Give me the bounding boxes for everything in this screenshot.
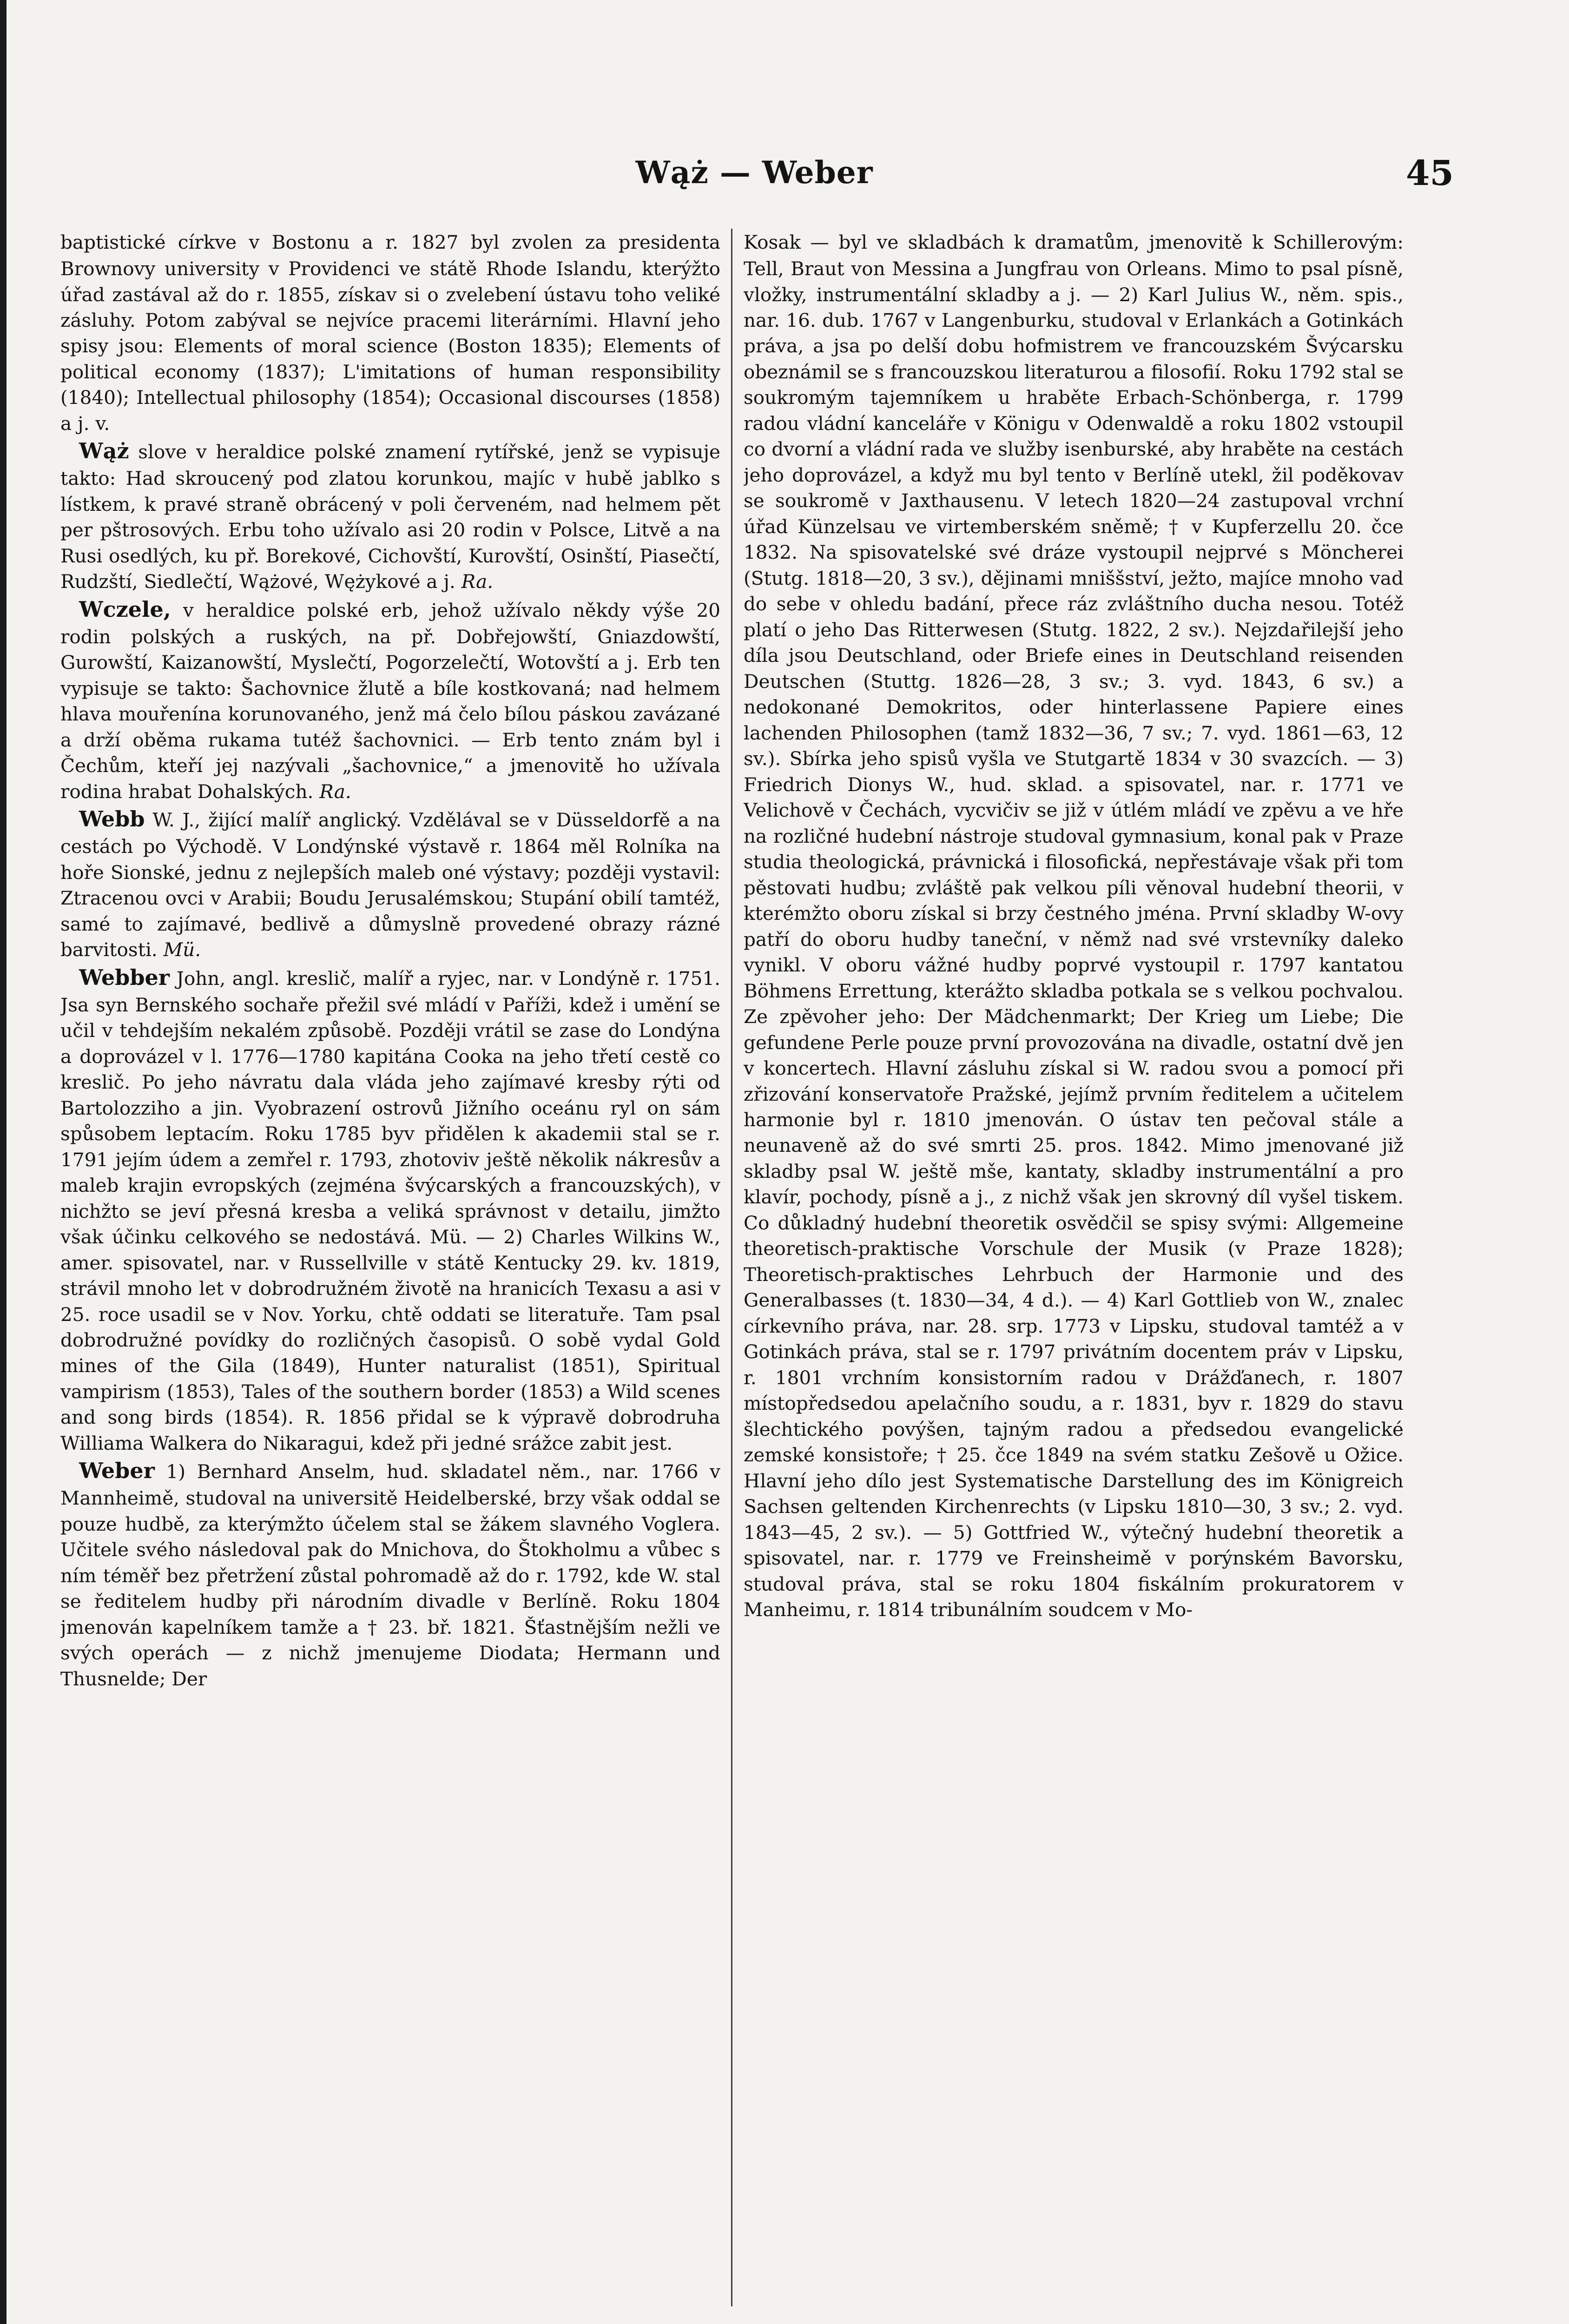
- column-divider: [731, 229, 732, 2306]
- entry-headword: Wczele,: [79, 596, 171, 622]
- entry-text: slove v heraldice polské znamení rytířské, jenž se vypisuje takto: Had skroucený pod zlatou korunkou, majíc v hubě jablko s lístkem, k pravé straně obrácený v poli červeném, nad helmem pět per pštrosových. Erbu toho užívalo asi 20 rodin v Polsce, Litvě a na Rusi osedlých, ku př. Borekové, Cichovští, Kurovští, Osinští, Piasečtí, Rudzští, Siedlečtí, Wążové, Wężykové a j.: [60, 441, 720, 593]
- entry-headword: Webb: [79, 806, 145, 832]
- entry-signature: Ra.: [461, 570, 494, 593]
- right-column: [744, 227, 1404, 2309]
- page-number: 45: [1406, 153, 1454, 193]
- entry: [60, 963, 720, 1457]
- left-column: [60, 227, 720, 2309]
- entry-text: v heraldice polské erb, jehož užívalo někdy výše 20 rodin polských a ruských, na př. Dobřejowští, Gniazdowští, Gurowští, Kaizanowští, Myslečtí, Pogorzelečtí, Wotovští a j. Erb ten vypisuje se takto: Šachovnice žlutě a bíle kostkovaná; nad helmem hlava mouřenína korunovaného, jenž má čelo bílou páskou zavázané a drží oběma rukama tutéž šachovnici. — Erb tento znám byl i Čechům, kteří jej nazývali „šachovnice,“ a jmenovitě ho užívala rodina hrabat Dohalských.: [60, 599, 720, 803]
- scan-edge: [0, 0, 7, 2324]
- entry: [60, 436, 720, 594]
- entry: [60, 595, 720, 805]
- entry: [744, 227, 1404, 1623]
- entry-signature: Ra.: [319, 780, 351, 803]
- entry: [60, 227, 720, 436]
- entry-text: Kosak — byl ve skladbách k dramatům, jmenovitě k Schillerovým: Tell, Braut von Messina a Jungfrau von Orleans. Mimo to psal písně, vložky, instrumentální skladby a j. — 2) Karl Julius W., něm. spis., nar. 16. dub. 1767 v Langenburku, studoval v Erlankách a Gotinkách práva, a jsa po delší dobu hofmistrem ve francouzském Švýcarsku obeznámil se s francouzskou literaturou a filosofií. Roku 1792 stal se soukromým tajemníkem u hraběte Erbach-Schönberga, r. 1799 radou vládní kanceláře v Königu v Odenwaldě a roku 1802 vstoupil co dvorní a vládní rada ve služby isenburské, aby hraběte na cestách jeho doprovázel, a když mu byl tento v Berlíně utekl, žil poděkovav se soukromě v Jaxthausenu. V letech 1820—24 zastupoval vrchní úřad Künzelsau ve virtemberském sněmě; † v Kupferzellu 20. čce 1832. Na spisovatelské své dráze vystoupil nejprvé s Möncherei (Stutg. 1818—20, 3 sv.), dějinami mniššství, ježto, majíce mnoho vad do sebe v ohledu badání, přece ráz zvláštního ducha nesou. Totéž platí o jeho Das Ritterwesen (Stutg. 1822, 2 sv.). Nejzdařilejší jeho díla jsou Deutschland, oder Briefe eines in Deutschland reisenden Deutschen (Stuttg. 1826—28, 3 sv.; 3. vyd. 1843, 6 sv.) a nedokonané Demokritos, oder hinterlassene Papiere eines lachenden Philosophen (tamž 1832—36, 7 sv.; 7. vyd. 1861—63, 12 sv.). Sbírka jeho spisů vyšla ve Stutgartě 1834 v 30 svazcích. — 3) Friedrich Dionys W., hud. sklad. a spisovatel, nar. r. 1771 ve Velichově v Čechách, vycvičiv se již v útlém mládí ve zpěvu a ve hře na rozličné hudební nástroje studoval gymnasium, konal pak v Praze studia theologická, právnická i filosofická, nepřestávaje však při tom pěstovati hudbu; zvláště pak velkou píli věnoval hudební theorii, v kterémžto oboru získal si brzy čestného jména. První skladby W-ovy patří do oboru hudby taneční, v němž nad své vrstevníky daleko vynikl. V oboru vážné hudby poprvé vystoupil r. 1797 kantatou Böhmens Errettung, kterážto skladba potkala se s velkou pochvalou. Ze zpěvoher jeho: Der Mädchenmarkt; Der Krieg um Liebe; Die gefundene Perle pouze první provozována na divadle, ostatní dvě jen v koncertech. Hlavní zásluhu získal si W. radou svou a pomocí při zřizování konservatoře Pražské, jejímž prvním ředitelem a učitelem harmonie byl r. 1810 jmenován. O ústav ten pečoval stále a neunaveně až do své smrti 25. pros. 1842. Mimo jmenované již skladby psal W. ještě mše, kantaty, skladby instrumentální a pro klavír, pochody, písně a j., z nichž však jen skrovný díl vyšel tiskem. Co důkladný hudební theoretik osvědčil se spisy svými: Allgemeine theoretisch-praktische Vorschule der Musik (v Praze 1828); Theoretisch-praktisches Lehrbuch der Harmonie und des Generalbasses (t. 1830—34, 4 d.). — 4) Karl Gottlieb von W., znalec církevního práva, nar. 28. srp. 1773 v Lipsku, studoval tamtéž a v Gotinkách práva, stal se r. 1797 privátním docentem práv v Lipsku, r. 1801 vrchním konsistorním radou v Drážďanech, r. 1807 místopředsedou apelačního soudu, a r. 1831, byv r. 1829 do stavu šlechtického povýšen, tajným radou a předsedou evangelické zemské konsistoře; † 25. čce 1849 na svém statku Zešově u Ožice. Hlavní jeho dílo jest Systematische Darstellung des im Königreich Sachsen geltenden Kirchenrechts (v Lipsku 1810—30, 3 sv.; 2. vyd. 1843—45, 2 sv.). — 5) Gottfried W., výtečný hudební theoretik a spisovatel, nar. r. 1779 ve Freinsheimě v porýnském Bavorsku, studoval práva, stal se roku 1804 fiskálním prokuratorem v Manheimu, r. 1814 tribunálním soudcem v Mo-: [744, 231, 1404, 1621]
- entry: [60, 1456, 720, 1692]
- entry-headword: Webber: [79, 964, 170, 990]
- entry-text: 1) Bernhard Anselm, hud. skladatel něm., nar. 1766 v Mannheimě, studoval na universitě Heidelberské, brzy však oddal se pouze hudbě, za kterýmžto účelem stal se žákem slavného Voglera. Učitele svého následoval pak do Mnichova, do Štokholmu a vůbec s ním téměř bez přetržení zůstal pohromadě až do r. 1792, kde W. stal se ředitelem hudby při národním divadle v Berlíně. Roku 1804 jmenován kapelníkem tamže a † 23. bř. 1821. Šťastnějším nežli ve svých operách — z nichž jmenujeme Diodata; Hermann und Thusnelde; Der: [60, 1460, 720, 1690]
- entry-text: baptistické církve v Bostonu a r. 1827 byl zvolen za presidenta Brownovy university v Providenci ve státě Rhode Islandu, kterýžto úřad zastával až do r. 1855, získav si o zvelebení ústavu toho veliké zásluhy. Potom zabýval se nejvíce pracemi literárními. Hlavní jeho spisy jsou: Elements of moral science (Boston 1835); Elements of political economy (1837); L'imitations of human responsibility (1840); Intellectual philosophy (1854); Occasional discourses (1858) a j. v.: [60, 231, 720, 435]
- running-head: Wąż — Weber: [635, 154, 873, 191]
- entry-headword: Weber: [79, 1458, 155, 1484]
- entry-text: John, angl. kreslič, malíř a ryjec, nar. v Londýně r. 1751. Jsa syn Bernského sochaře přežil své mládí v Paříži, kdež i umění se učil v tehdejším nekalém způsobě. Později vrátil se zase do Londýna a doprovázel v l. 1776—1780 kapitána Cooka na jeho třetí cestě co kreslič. Po jeho návratu dala vláda jeho zajímavé kresby rýti od Bartolozziho a jin. Vyobrazení ostrovů Jižního oceánu ryl on sám spůsobem leptacím. Roku 1785 byv přidělen k akademii stal se r. 1791 jejím údem a zemřel r. 1793, zhotoviv ještě několik nákresův a maleb krajin evropských (zejména švýcarských a francouzských), v nichžto se jeví přesná kresba a veliká správnost v detailu, jimžto však účinku celkového se nedostává. Mü. — 2) Charles Wilkins W., amer. spisovatel, nar. v Russellville v státě Kentucky 29. kv. 1819, strávil mnoho let v dobrodružném životě na hranicích Texasu a asi v 25. roce usadil se v Nov. Yorku, chtě oddati se literatuře. Tam psal dobrodružné povídky do rozličných časopisů. O sobě vydal Gold mines of the Gila (1849), Hunter naturalist (1851), Spiritual vampirism (1853), Tales of the southern border (1853) a Wild scenes and song birds (1854). R. 1856 přidal se k výpravě dobrodruha Williama Walkera do Nikaragui, kdež při jedné srážce zabit jest.: [60, 967, 720, 1454]
- entry-headword: Wąż: [79, 438, 129, 464]
- entry: [60, 805, 720, 963]
- page-header: [55, 148, 1454, 204]
- entry-signature: Mü.: [163, 938, 201, 961]
- entry-text: W. J., žijící malíř anglický. Vzdělával se v Düsseldorfě a na cestách po Východě. V Londýnské výstavě r. 1864 měl Rolníka na hoře Sionské, jednu z nejlepších maleb oné výstavy; později vystavil: Ztracenou ovci v Arabii; Boudu Jerusalémskou; Stupání obilí tamtéž, samé to zajímavé, bedlivě a důmyslně provedené obrazy rázné barvitosti.: [60, 809, 720, 961]
